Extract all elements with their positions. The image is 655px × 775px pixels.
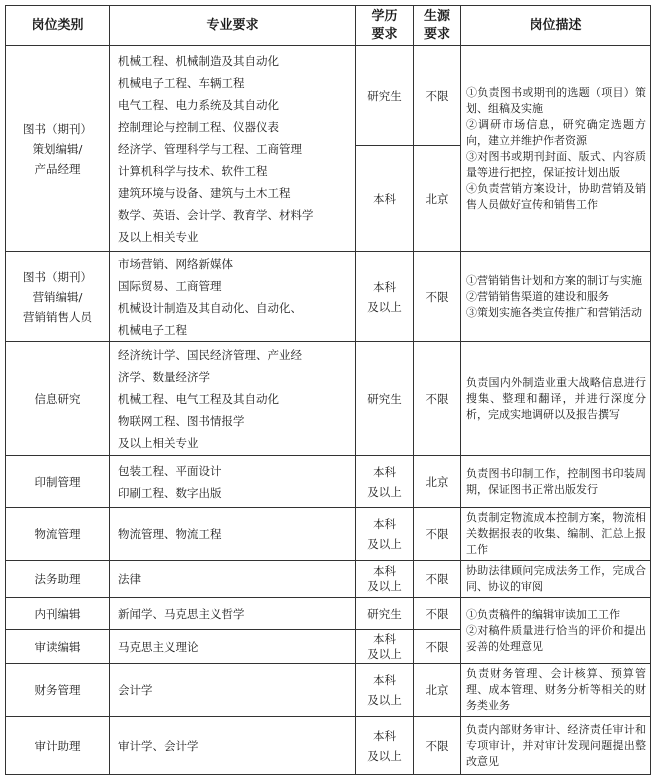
description-item: 负责图书印制工作，控制图书印装周期，保证图书正常出版发行 — [466, 466, 646, 496]
table-row — [6, 342, 651, 456]
major-line: 机械工程、电气工程及其自动化 — [118, 391, 279, 406]
description-cell — [461, 342, 651, 456]
category-cell: 审读编辑 — [6, 630, 110, 664]
major-line: 物联网工程、图书情报学 — [118, 413, 245, 428]
description-cell — [461, 664, 651, 717]
category-cell: 信息研究 — [6, 342, 110, 456]
major-cell — [110, 342, 356, 456]
major-line: 审计学、会计学 — [118, 738, 199, 753]
description-item: 负责内部财务审计、经济责任审计和专项审计，并对审计发现问题提出整改意见 — [466, 722, 646, 768]
job-requirements-table — [5, 5, 651, 775]
description-item: 负责财务管理、会计核算、预算管理、成本管理、财务分析等相关的财务类业务 — [466, 667, 646, 712]
description-item: 负责国内外制造业重大战略信息进行搜集、整理和翻译，并进行深度分析，完成实地调研以及报告撰写 — [466, 375, 646, 421]
education-cell: 研究生 — [356, 598, 414, 630]
major-line: 数学、英语、会计学、教育学、材料学 — [118, 207, 314, 222]
description-cell — [461, 561, 651, 598]
table-row — [6, 46, 651, 146]
header-major: 专业要求 — [110, 6, 356, 46]
major-cell — [110, 664, 356, 717]
origin-cell: 北京 — [414, 456, 461, 508]
table-row — [6, 717, 651, 775]
description-cell — [461, 717, 651, 775]
header-description: 岗位描述 — [461, 6, 651, 46]
major-cell — [110, 630, 356, 664]
major-line: 机械设计制造及其自动化、自动化、 — [118, 300, 302, 315]
description-item: ②对稿件质量进行恰当的评价和提出妥善的处理意见 — [466, 623, 646, 653]
origin-cell: 北京 — [414, 146, 461, 252]
header-row — [6, 6, 651, 46]
major-line: 新闻学、马克思主义哲学 — [118, 606, 245, 621]
major-line: 经济统计学、国民经济管理、产业经 — [118, 347, 302, 362]
education-cell: 本科 — [356, 146, 414, 252]
category-cell: 财务管理 — [6, 664, 110, 717]
description-cell — [461, 46, 651, 252]
description-item: ④负责营销方案设计，协助营销及销售人员做好宣传和销售工作 — [466, 181, 646, 211]
table-row — [6, 456, 651, 508]
education-cell: 本科 及以上 — [356, 561, 414, 598]
education-cell: 本科 及以上 — [356, 252, 414, 342]
category-cell: 物流管理 — [6, 508, 110, 561]
description-item: ①负责图书或期刊的选题（项目）策划、组稿及实施 — [466, 85, 646, 115]
description-item: ①营销销售计划和方案的制订与实施 — [466, 273, 642, 287]
description-cell — [461, 598, 651, 664]
origin-cell: 不限 — [414, 252, 461, 342]
origin-cell: 不限 — [414, 717, 461, 775]
major-line: 经济学、管理科学与工程、工商管理 — [118, 141, 302, 156]
education-cell: 本科 及以上 — [356, 630, 414, 664]
description-item: ②调研市场信息，研究确定选题方向，建立并维护作者资源 — [466, 117, 646, 147]
description-item: ②营销销售渠道的建设和服务 — [466, 289, 609, 303]
major-line: 建筑环境与设备、建筑与土木工程 — [118, 185, 291, 200]
table-row — [6, 598, 651, 630]
major-line: 及以上相关专业 — [118, 435, 199, 450]
major-line: 物流管理、物流工程 — [118, 527, 222, 541]
origin-cell: 北京 — [414, 664, 461, 717]
major-cell — [110, 456, 356, 508]
major-line: 计算机科学与技术、软件工程 — [118, 163, 268, 178]
category-cell: 法务助理 — [6, 561, 110, 598]
education-cell: 本科 及以上 — [356, 717, 414, 775]
description-cell — [461, 508, 651, 561]
description-item: 负责制定物流成本控制方案，物流相关数据报表的收集、编制、汇总上报工作 — [466, 511, 646, 556]
major-line: 国际贸易、工商管理 — [118, 278, 222, 293]
major-line: 机械工程、机械制造及其自动化 — [118, 53, 279, 68]
major-cell — [110, 561, 356, 598]
major-line: 会计学 — [118, 683, 153, 697]
major-line: 电气工程、电力系统及其自动化 — [118, 97, 279, 112]
description-item: 协助法律顾问完成法务工作，完成合同、协议的审阅 — [466, 564, 646, 593]
education-cell: 研究生 — [356, 46, 414, 146]
origin-cell: 不限 — [414, 342, 461, 456]
education-cell: 本科 及以上 — [356, 664, 414, 717]
major-line: 控制理论与控制工程、仪器仪表 — [118, 119, 279, 134]
category-cell: 内刊编辑 — [6, 598, 110, 630]
origin-cell: 不限 — [414, 561, 461, 598]
category-cell: 图书（期刊） 营销编辑/ 营销销售人员 — [6, 252, 110, 342]
category-cell: 图书（期刊） 策划编辑/ 产品经理 — [6, 46, 110, 252]
major-line: 马克思主义理论 — [118, 639, 199, 654]
education-cell: 研究生 — [356, 342, 414, 456]
major-line: 及以上相关专业 — [118, 229, 199, 244]
major-line: 机械电子工程、车辆工程 — [118, 75, 245, 90]
education-cell: 本科 及以上 — [356, 508, 414, 561]
description-cell — [461, 252, 651, 342]
header-origin: 生源 要求 — [414, 6, 461, 46]
major-line: 包装工程、平面设计 — [118, 463, 222, 478]
category-cell: 审计助理 — [6, 717, 110, 775]
table-row — [6, 252, 651, 342]
major-line: 机械电子工程 — [118, 322, 187, 337]
major-line: 市场营销、网络新媒体 — [118, 256, 233, 271]
description-item: ③策划实施各类宣传推广和营销活动 — [466, 305, 642, 319]
major-line: 法律 — [118, 572, 141, 586]
major-cell — [110, 252, 356, 342]
origin-cell: 不限 — [414, 630, 461, 664]
description-item: ③对图书或期刊封面、版式、内容质量等进行把控，保证按计划出版 — [466, 149, 646, 179]
major-cell — [110, 598, 356, 630]
major-cell — [110, 717, 356, 775]
description-cell — [461, 456, 651, 508]
header-category: 岗位类别 — [6, 6, 110, 46]
origin-cell: 不限 — [414, 46, 461, 146]
table-row — [6, 561, 651, 598]
header-education: 学历 要求 — [356, 6, 414, 46]
category-cell: 印制管理 — [6, 456, 110, 508]
major-line: 济学、数量经济学 — [118, 369, 210, 384]
description-item: ①负责稿件的编辑审读加工工作 — [466, 607, 620, 621]
education-cell: 本科 及以上 — [356, 456, 414, 508]
origin-cell: 不限 — [414, 598, 461, 630]
major-line: 印刷工程、数字出版 — [118, 485, 222, 500]
table-row — [6, 508, 651, 561]
origin-cell: 不限 — [414, 508, 461, 561]
major-cell — [110, 508, 356, 561]
table-row — [6, 664, 651, 717]
major-cell — [110, 46, 356, 252]
